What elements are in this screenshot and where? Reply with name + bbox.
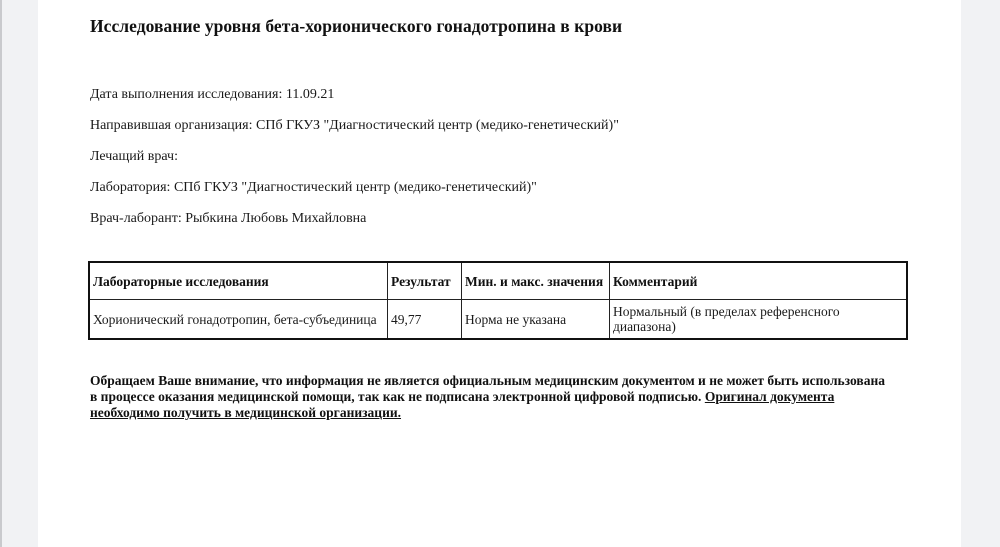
info-lab-doctor-value: Рыбкина Любовь Михайловна xyxy=(185,211,367,226)
document-title: Исследование уровня бета-хорионического гонадотропина в крови xyxy=(90,16,623,36)
header-comment: Комментарий xyxy=(610,262,908,300)
info-referring-org xyxy=(90,118,619,134)
table-row xyxy=(89,300,907,340)
info-referring-org-label: Направившая организация: xyxy=(90,118,253,133)
cell-test: Хорионический гонадотропин, бета-субъединица xyxy=(89,300,388,340)
info-date-value: 11.09.21 xyxy=(285,87,335,102)
info-laboratory-label: Лаборатория: xyxy=(90,180,171,195)
info-doctor-label: Лечащий врач: xyxy=(90,149,178,164)
header-test: Лабораторные исследования xyxy=(89,262,388,300)
info-laboratory xyxy=(90,180,537,196)
info-lab-doctor-label: Врач-лаборант: xyxy=(90,211,182,226)
cell-comment: Нормальный (в пределах референсного диапазона) xyxy=(610,300,908,340)
viewer-left-edge xyxy=(0,0,2,547)
disclaimer-underlined: Оригинал документа необходимо получить в медицинской организации. xyxy=(90,389,835,420)
disclaimer-text: Обращаем Ваше внимание, что информация не является официальным медицинским документом и не может быть использована в процессе оказания медицинской помощи, так как не подписана электронной цифровой подписью. xyxy=(90,373,885,404)
cell-range: Норма не указана xyxy=(462,300,610,340)
table-header-row xyxy=(89,262,907,300)
info-lab-doctor xyxy=(90,211,366,227)
info-laboratory-value: СПб ГКУЗ "Диагностический центр (медико-генетический)" xyxy=(173,180,537,195)
info-referring-org-value: СПб ГКУЗ "Диагностический центр (медико-генетический)" xyxy=(256,118,619,133)
document-page xyxy=(38,0,961,547)
disclaimer-notice xyxy=(90,373,890,421)
results-table xyxy=(88,261,908,340)
header-range: Мин. и макс. значения xyxy=(462,262,610,300)
cell-result: 49,77 xyxy=(388,300,462,340)
info-date xyxy=(90,87,334,103)
header-result: Результат xyxy=(388,262,462,300)
info-date-label: Дата выполнения исследования: xyxy=(90,87,283,102)
info-doctor xyxy=(90,149,178,165)
